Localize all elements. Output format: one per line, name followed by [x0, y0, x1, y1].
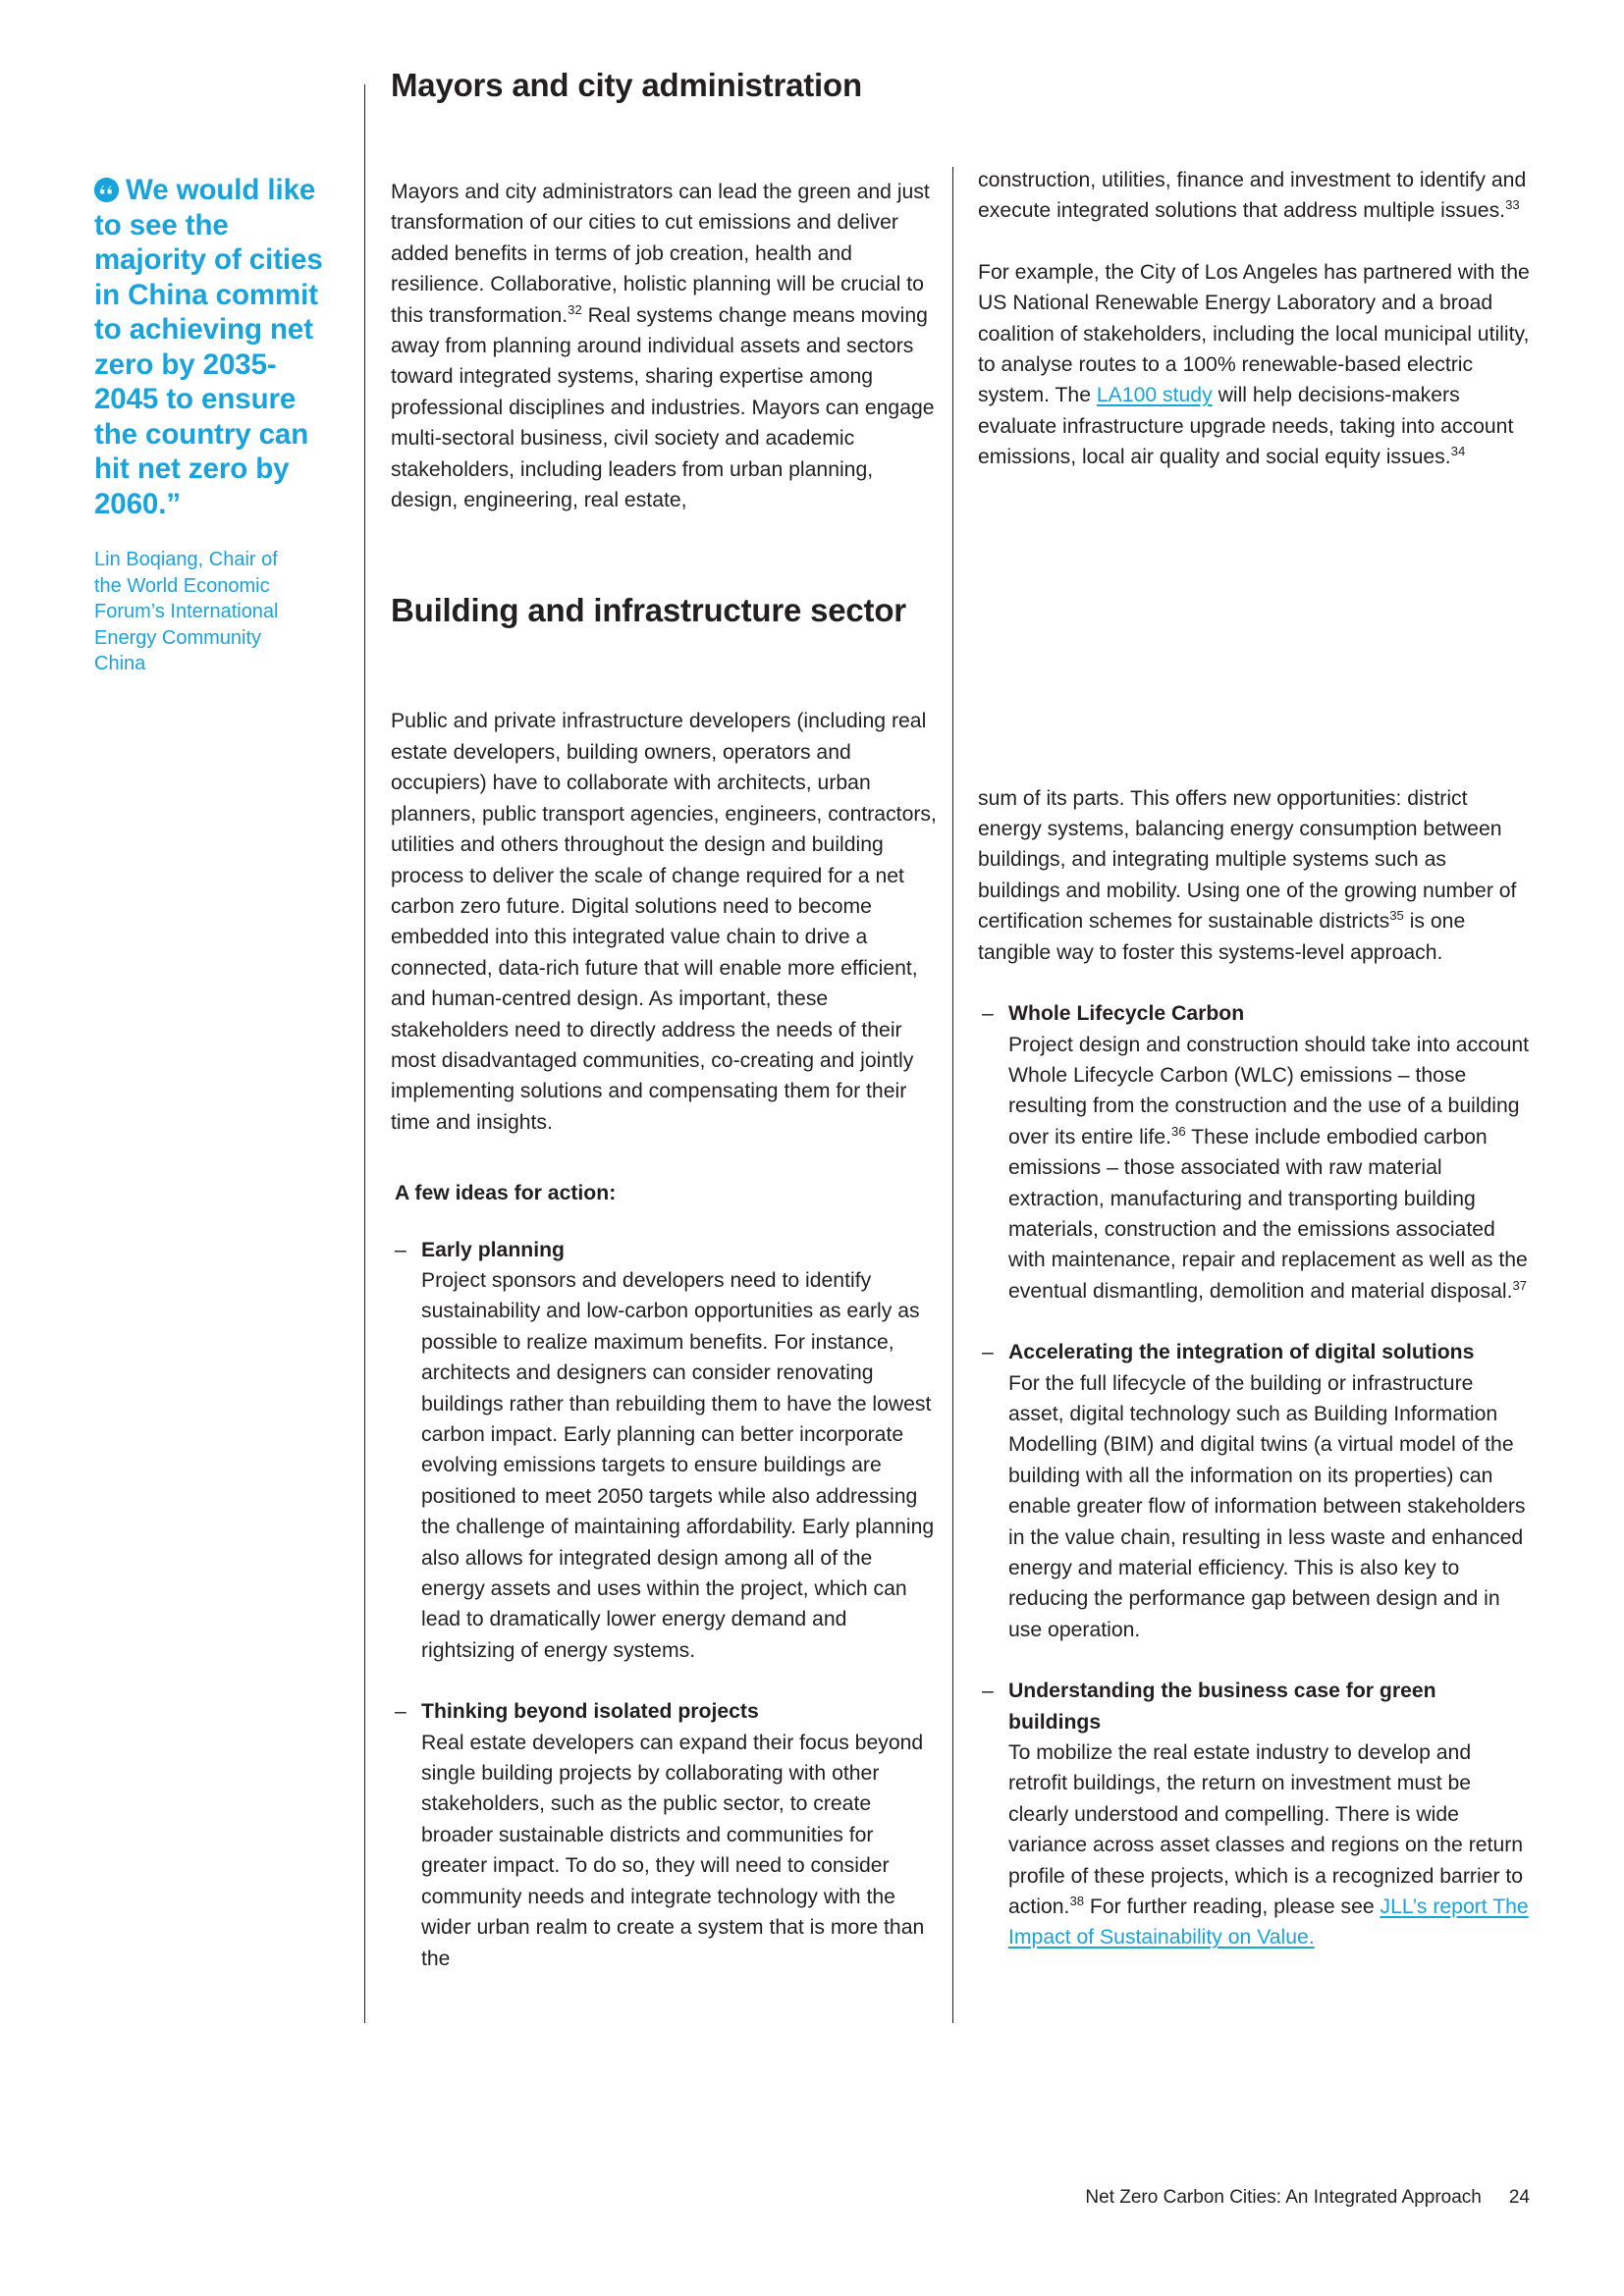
paragraph-mayors-right-2 — [978, 257, 1530, 473]
idea-body — [1008, 1737, 1530, 1953]
idea-body-text: Project design and construction should take into account Whole Lifecycle Carbon (WLC) emissions – those resulting from the construction and the use of a building over its entire life. — [1008, 1033, 1530, 1148]
paragraph-building-intro: Public and private infrastructure developers (including real estate developers, building owners, operators and occupiers) have to collaborate with architects, urban planners, public transport agencies, engineers, contractors, utilities and others throughout the design and building process to deliver the scale of change required for a net carbon zero future. Digital solutions need to become embedded into this integrated value chain to drive a connected, data-rich future that will enable more efficient, and human-centred design. As important, these stakeholders need to directly address the needs of their most disadvantaged communities, co-creating and jointly implementing solutions and compensating them for their time and insights. — [391, 710, 937, 1134]
bullet-dash-icon: – — [982, 1680, 994, 1703]
column-divider-left — [364, 84, 365, 2023]
bullet-dash-icon: – — [982, 1002, 994, 1026]
page-number: 24 — [1508, 2187, 1530, 2208]
footnote-ref: 34 — [1450, 444, 1466, 459]
list-item — [978, 1337, 1530, 1645]
quote-mark-icon — [94, 178, 119, 202]
paragraph-text: construction, utilities, finance and investment to identify and execute integrated solutions that address multiple issues. — [978, 169, 1527, 223]
paragraph-mayors-right-1 — [978, 165, 1530, 227]
section-title-mayors: Mayors and city administration — [391, 67, 862, 103]
idea-title: Accelerating the integration of digital solutions — [1008, 1341, 1475, 1364]
section-title-building: Building and infrastructure sector — [391, 592, 906, 629]
content-column-left — [391, 67, 939, 1974]
pull-quote-text — [94, 173, 340, 521]
footnote-ref: 33 — [1505, 197, 1520, 213]
pull-quote-attribution: Lin Boqiang, Chair of the World Economic Forum’s International Energy Community China — [94, 549, 279, 674]
list-item — [978, 998, 1530, 1307]
idea-body — [1008, 1030, 1530, 1308]
bullet-dash-icon: – — [395, 1700, 406, 1724]
idea-body-text-cont: These include embodied carbon emissions – those associated with raw material extraction, manufacturing and transporting building materials, construction and the emissions associated with maintenance, repair and replacement as well as the eventual dismantling, demolition and material disposal. — [1008, 1125, 1528, 1303]
paragraph-building-right-continuation — [978, 783, 1530, 968]
idea-title: Understanding the business case for green buildings — [1008, 1680, 1436, 1734]
paragraph-text-cont: will help decisions-makers evaluate infrastructure upgrade needs, taking into account emissions, local air quality and social equity issues. — [978, 384, 1514, 469]
ideas-list-left — [391, 1235, 939, 1974]
footnote-ref: 36 — [1171, 1123, 1186, 1139]
list-item — [391, 1696, 939, 1974]
column-divider-right — [952, 167, 953, 2023]
paragraph-mayors-intro — [391, 177, 939, 515]
paragraph-text: For example, the City of Los Angeles has partnered with the US National Renewable Energy Laboratory and a broad coalition of stakeholders, including the local municipal utility, to analyse routes to a 100% renewable-based electric system. The — [978, 260, 1530, 407]
footer-title: Net Zero Carbon Cities: An Integrated Approach — [1085, 2187, 1482, 2208]
pull-quote — [94, 173, 340, 677]
paragraph-text-cont: is one tangible way to foster this systems-level approach. — [978, 910, 1466, 964]
bullet-dash-icon: – — [982, 1341, 994, 1364]
pull-quote-body: We would like to see the majority of cities in China commit to achieving net zero by 2035-2045 to ensure the country can hit net zero by 2060.” — [94, 174, 323, 520]
footnote-ref: 35 — [1389, 908, 1404, 924]
idea-body: Project sponsors and developers need to identify sustainability and low-carbon opportunities as early as possible to realize maximum benefits. For instance, architects and designers can consider renovating buildings rather than rebuilding them to have the lowest carbon impact. Early planning can better incorporate evolving emissions targets to ensure buildings are positioned to meet 2050 targets while also addressing the challenge of maintaining affordability. Early planning also allows for integrated design among all of the energy assets and uses within the project, which can lead to dramatically lower energy demand and rightsizing of energy systems. — [421, 1268, 935, 1662]
paragraph-text: sum of its parts. This offers new opportunities: district energy systems, balancing energy consumption between buildings, and integrating multiple systems such as buildings and mobility. Using one of the growing number of certification schemes for sustainable districts — [978, 786, 1517, 934]
footnote-ref: 38 — [1069, 1894, 1085, 1908]
list-item — [391, 1235, 939, 1667]
idea-body-text-cont: For further reading, please see — [1084, 1896, 1380, 1919]
ideas-list-right — [978, 998, 1530, 1953]
bullet-dash-icon: – — [395, 1238, 406, 1261]
ideas-heading: A few ideas for action: — [395, 1182, 617, 1205]
footnote-ref: 37 — [1512, 1277, 1528, 1293]
spacer-building-heading — [978, 504, 1530, 783]
la100-study-link[interactable]: LA100 study — [1096, 384, 1213, 407]
list-item — [978, 1676, 1530, 1953]
paragraph-text-cont: Real systems change means moving away from planning around individual assets and sectors toward integrated systems, sharing expertise among professional disciplines and industries. Mayors can engage multi-sectoral business, civil society and academic stakeholders, including leaders from urban planning, design, engineering, real estate, — [391, 303, 935, 512]
idea-body-text: To mobilize the real estate industry to develop and retrofit buildings, the return on investment must be clearly understood and compelling. There is wide variance across asset classes and regions on the return profile of these projects, which is a recognized barrier to action. — [1008, 1741, 1524, 1919]
jll-report-link[interactable]: JLL’s report The Impact of Sustainability on Value. — [1008, 1896, 1529, 1949]
idea-body: For the full lifecycle of the building or infrastructure asset, digital technology such as Building Information Modelling (BIM) and digital twins (a virtual model of the building with all the information on its properties) can enable greater flow of information between stakeholders in the value chain, resulting in less waste and enhanced energy and material efficiency. This is also key to reducing the performance gap between design and in use operation. — [1008, 1371, 1526, 1641]
idea-title: Whole Lifecycle Carbon — [1008, 1002, 1245, 1026]
idea-body: Real estate developers can expand their focus beyond single building projects by collaborating with other stakeholders, such as the public sector, to create broader sustainable districts and communities for greater impact. To do so, they will need to consider community needs and integrate technology with the wider urban realm to create a system that is more than the — [421, 1731, 925, 1970]
idea-title: Thinking beyond isolated projects — [421, 1700, 759, 1724]
content-column-right — [978, 165, 1530, 1953]
paragraph-text: Mayors and city administrators can lead the green and just transformation of our cities to cut emissions and deliver added benefits in terms of job creation, health and resilience. Collaborative, holistic planning will be crucial to this transformation. — [391, 181, 930, 327]
idea-title: Early planning — [421, 1238, 565, 1261]
page-footer — [1085, 2186, 1530, 2210]
footnote-ref: 32 — [568, 301, 582, 317]
